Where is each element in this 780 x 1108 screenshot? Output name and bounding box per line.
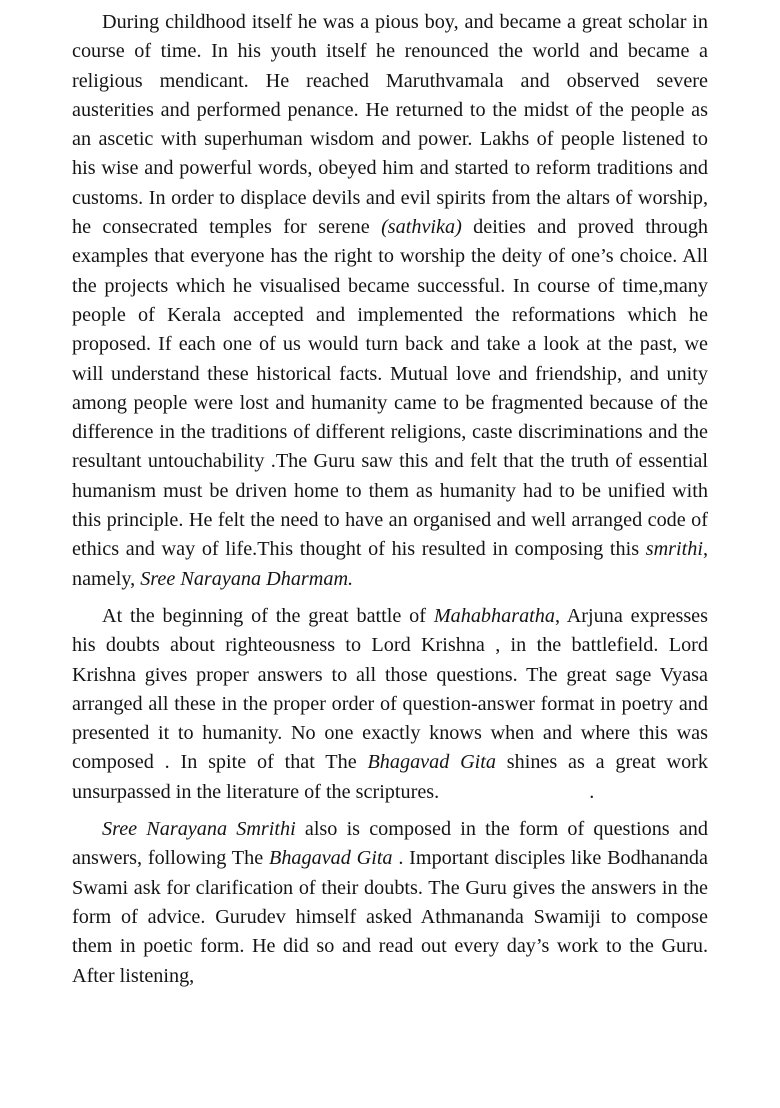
text-run: . Important disciples like Bodhananda Swami ask for clarification of their doubts. The Guru gives the answers in the form of advice. Gurudev himself asked Athmananda Swamiji to compose them in poetic form. He did so and read out every day’s work to the Guru. After listening, [72,847,708,987]
italic-title-sree-narayana-dharmam: Sree Narayana Dharmam. [140,567,354,590]
italic-term-mahabharatha: Mahabharatha [433,604,555,627]
italic-term-smrithi: smrithi [645,538,703,561]
italic-title-bhagavad-gita: Bhagavad Gita [268,847,393,870]
text-run: At the beginning of the great battle of [102,604,434,627]
text-run: shines as a great work unsurpassed in the literature of the scriptures. [72,751,708,803]
text-run: deities and proved through examples that everyone has the right to worship the deity of one’s choice. All the projects which he visualised became successful. In course of time,many people of Kerala accepted and implemented the reformations which he proposed. If each one of us would turn back and take a look at the past, we will understand these historical facts. Mutual love and friendship, and unity among people were lost and humanity came to be fragmented because of the difference in the traditions of different religions, caste discriminations and the resultant untouchability .The Guru saw this and felt that the truth of essential humanism must be driven home to them as humanity had to be unified with this principle. He felt the need to have an organised and well arranged code of ethics and way of life.This thought of his resulted in composing this [72,216,709,561]
paragraph-3 [72,815,708,991]
text-run: , Arjuna expresses his doubts about righteousness to Lord Krishna , in the battlefield. Lord Krishna gives proper answers to all those questions. The great sage Vyasa arranged all these in the proper order of question-answer format in poetry and presented it to humanity. No one exactly knows when and where this was composed . In spite of that The [72,604,708,774]
text-run: , namely, [72,538,708,590]
paragraph-2: At the beginning of the great battle of Mahabharatha, Arjuna expresses his doubts about righteousness to Lord Krishna , in the battlefield. Lord Krishna gives proper answers to all those questions. The great sage Vyasa arranged all these in the proper order of question-answer format in poetry and presented it to humanity. No one exactly knows when and where this was composed . In spite of that The Bhagavad Gita shines as a great work unsurpassed in the literature of the scriptures. . [72,604,708,803]
paragraph-1 [72,8,708,594]
text-run: also is composed in the form of questions and answers, following The [72,818,708,870]
italic-title-sree-narayana-smrithi: Sree Narayana Smrithi [102,818,296,841]
text-run: During childhood itself he was a pious boy, and became a great scholar in course of time. In his youth itself he renounced the world and became a religious mendicant. He reached Maruthvamala and observed severe austerities and performed penance. He returned to the midst of the people as an ascetic with superhuman wisdom and power. Lakhs of people listened to his wise and powerful words, obeyed him and started to reform traditions and customs. In order to displace devils and evil spirits from the altars of worship, he consecrated temples for serene [72,11,708,239]
italic-term-sathvika: (sathvika) [381,216,462,239]
italic-title-bhagavad-gita: Bhagavad Gita [367,751,496,774]
document-page [72,8,708,991]
